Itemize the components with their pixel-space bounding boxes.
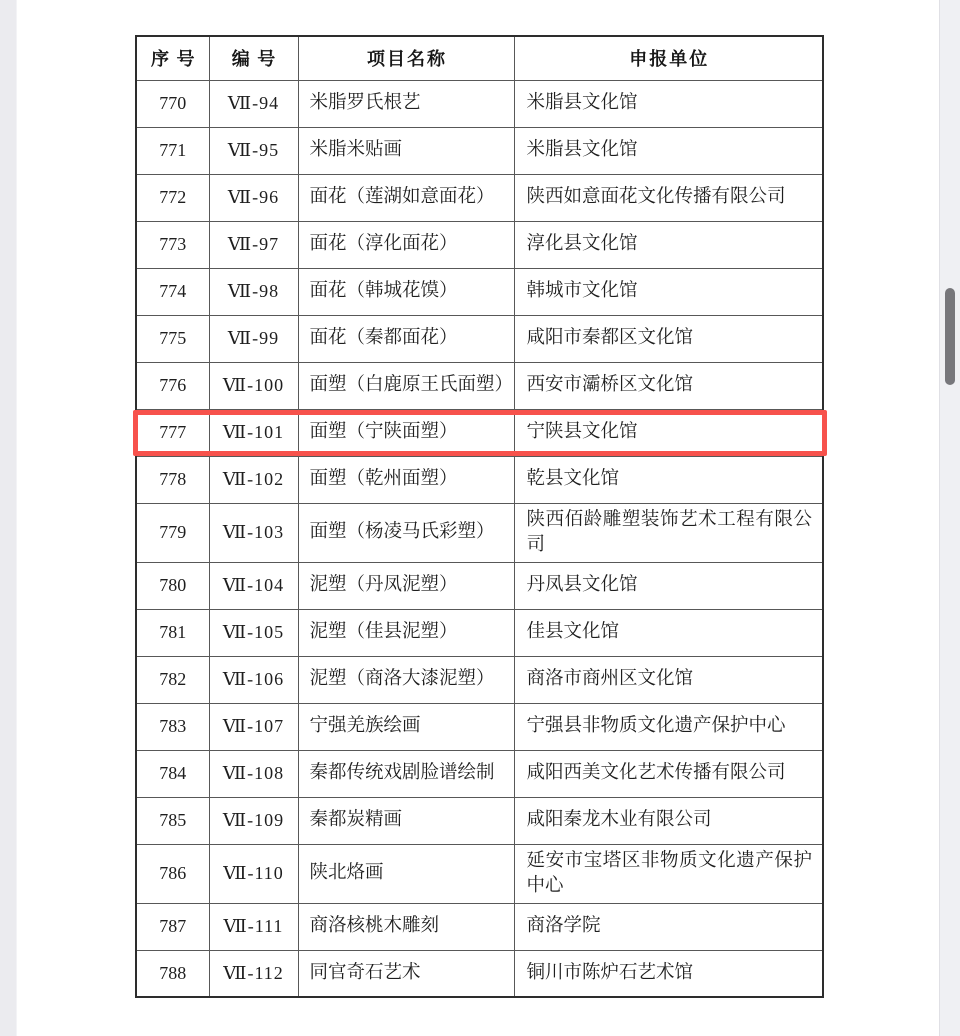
cell-project-name: 宁强羌族绘画 [298,703,514,750]
cell-project-name: 面花（秦都面花） [298,315,514,362]
cell-project-name: 面花（韩城花馍） [298,268,514,315]
col-header-seq-label: 序号 [150,49,203,70]
cell-code: Ⅶ-105 [209,609,298,656]
cell-code: Ⅶ-102 [209,456,298,503]
cell-unit: 咸阳市秦都区文化馆 [514,315,823,362]
cell-project-name: 同官奇石艺术 [298,950,514,997]
table-row [136,562,823,609]
cell-project-name: 商洛核桃木雕刻 [298,903,514,950]
cell-project-name: 秦都传统戏剧脸谱绘制 [298,750,514,797]
cell-seq: 785 [136,797,209,844]
table-row [136,268,823,315]
cell-project-name: 陕北烙画 [298,844,514,903]
table-row [136,797,823,844]
table-row [136,315,823,362]
cell-seq: 782 [136,656,209,703]
table-row [136,127,823,174]
cell-unit: 商洛市商州区文化馆 [514,656,823,703]
table-row [136,844,823,903]
cell-unit: 延安市宝塔区非物质文化遗产保护中心 [514,844,823,903]
col-header-project-name-label: 项目名称 [367,49,447,70]
cell-code: Ⅶ-101 [209,409,298,456]
cell-code: Ⅶ-94 [209,80,298,127]
table-row [136,221,823,268]
cell-project-name: 面塑（乾州面塑） [298,456,514,503]
cell-code: Ⅶ-110 [209,844,298,903]
cell-seq: 777 [136,409,209,456]
cell-unit: 佳县文化馆 [514,609,823,656]
cell-seq: 787 [136,903,209,950]
cell-unit: 陕西佰龄雕塑装饰艺术工程有限公司 [514,503,823,562]
table-row [136,703,823,750]
cell-project-name: 泥塑（商洛大漆泥塑） [298,656,514,703]
cell-seq: 784 [136,750,209,797]
cell-code: Ⅶ-107 [209,703,298,750]
cell-unit: 乾县文化馆 [514,456,823,503]
cell-code: Ⅶ-108 [209,750,298,797]
table-row [136,503,823,562]
cell-project-name: 面花（淳化面花） [298,221,514,268]
cell-seq: 773 [136,221,209,268]
cell-code: Ⅶ-104 [209,562,298,609]
table-header-row [136,36,823,80]
cell-unit: 宁强县非物质文化遗产保护中心 [514,703,823,750]
cell-unit: 商洛学院 [514,903,823,950]
cell-seq: 788 [136,950,209,997]
cell-code: Ⅶ-100 [209,362,298,409]
cell-seq: 770 [136,80,209,127]
scrollbar-thumb[interactable] [945,288,955,385]
col-header-project-name [298,36,514,80]
cell-unit: 韩城市文化馆 [514,268,823,315]
cell-code: Ⅶ-106 [209,656,298,703]
col-header-code [209,36,298,80]
cell-project-name: 面塑（宁陕面塑） [298,409,514,456]
col-header-unit [514,36,823,80]
cell-seq: 774 [136,268,209,315]
cell-unit: 米脂县文化馆 [514,127,823,174]
cell-unit: 咸阳西美文化艺术传播有限公司 [514,750,823,797]
table-row [136,409,823,456]
cell-seq: 772 [136,174,209,221]
cell-unit: 宁陕县文化馆 [514,409,823,456]
cell-project-name: 面塑（白鹿原王氏面塑） [298,362,514,409]
cell-seq: 786 [136,844,209,903]
table-row [136,950,823,997]
cell-project-name: 泥塑（丹凤泥塑） [298,562,514,609]
cell-project-name: 米脂罗氏根艺 [298,80,514,127]
col-header-seq [136,36,209,80]
cell-seq: 783 [136,703,209,750]
cell-project-name: 面塑（杨凌马氏彩塑） [298,503,514,562]
cell-seq: 771 [136,127,209,174]
cell-unit: 铜川市陈炉石艺术馆 [514,950,823,997]
cell-project-name: 秦都炭精画 [298,797,514,844]
cell-unit: 丹凤县文化馆 [514,562,823,609]
cell-code: Ⅶ-95 [209,127,298,174]
cell-unit: 淳化县文化馆 [514,221,823,268]
cell-project-name: 泥塑（佳县泥塑） [298,609,514,656]
scrollbar-track[interactable] [939,0,960,1036]
cell-code: Ⅶ-111 [209,903,298,950]
cell-project-name: 面花（莲湖如意面花） [298,174,514,221]
col-header-unit-label: 申报单位 [629,49,710,70]
cell-unit: 陕西如意面花文化传播有限公司 [514,174,823,221]
table-row [136,750,823,797]
cell-code: Ⅶ-99 [209,315,298,362]
cell-seq: 780 [136,562,209,609]
table-row [136,174,823,221]
cell-code: Ⅶ-97 [209,221,298,268]
cell-seq: 779 [136,503,209,562]
table-row [136,656,823,703]
heritage-project-table [135,35,824,998]
cell-code: Ⅶ-98 [209,268,298,315]
cell-unit: 咸阳秦龙木业有限公司 [514,797,823,844]
page-left-margin [0,0,17,1036]
cell-unit: 西安市灞桥区文化馆 [514,362,823,409]
table-row [136,456,823,503]
cell-seq: 775 [136,315,209,362]
cell-code: Ⅶ-109 [209,797,298,844]
cell-code: Ⅶ-103 [209,503,298,562]
table-row [136,903,823,950]
cell-seq: 776 [136,362,209,409]
cell-seq: 778 [136,456,209,503]
cell-project-name: 米脂米贴画 [298,127,514,174]
table-row [136,609,823,656]
table-row [136,80,823,127]
col-header-code-label: 编号 [231,49,283,70]
cell-unit: 米脂县文化馆 [514,80,823,127]
cell-code: Ⅶ-112 [209,950,298,997]
cell-seq: 781 [136,609,209,656]
table-row [136,362,823,409]
cell-code: Ⅶ-96 [209,174,298,221]
